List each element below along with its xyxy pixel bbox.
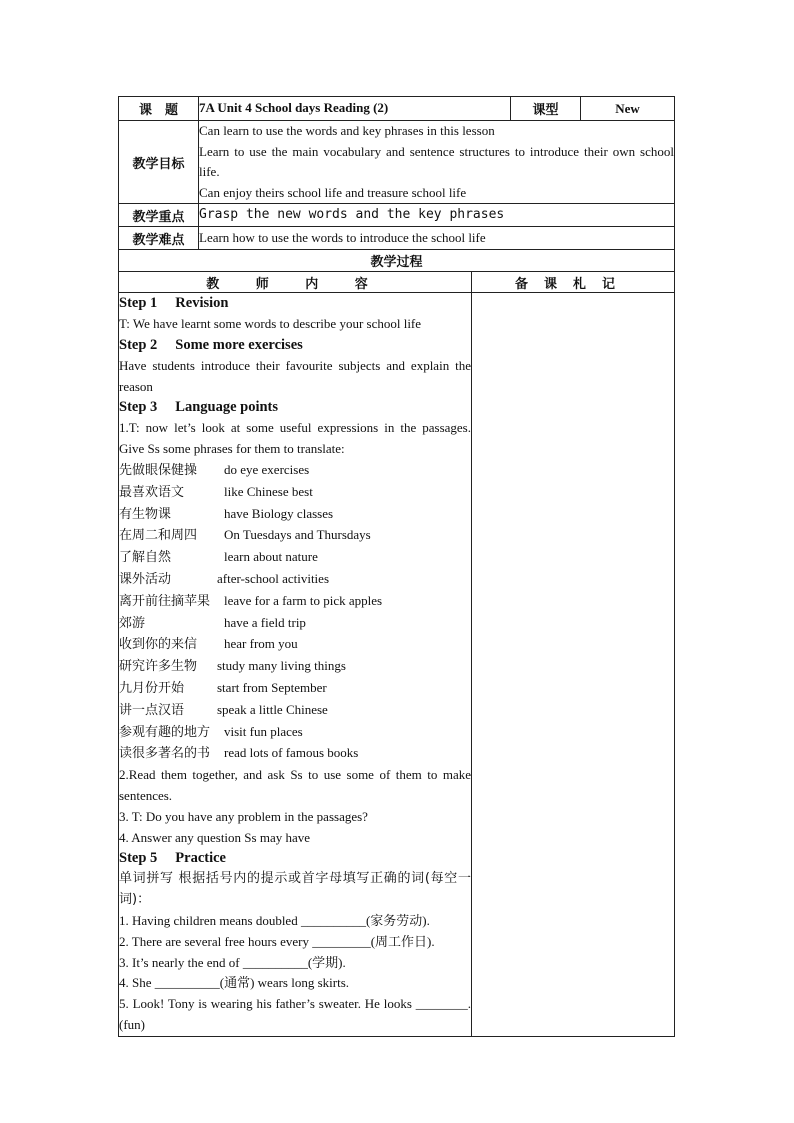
objectives-cell [199,121,675,204]
phrase-list [119,460,471,765]
exercise-item: 1. Having children means doubled __________(家务劳动). [119,912,430,928]
difficulty-value: Learn how to use the words to introduce the school life [199,227,675,250]
phrase-item: 在周二和周四 On Tuesdays and Thursdays [119,527,371,544]
step-1-text: T: We have learnt some words to describe your school life [119,316,422,331]
exercise-item: 4. She __________(通常) wears long skirts. [119,975,350,991]
exercise-item: 3. It’s nearly the end of __________(学期). [119,954,346,970]
step-3-text-4: 4. Answer any question Ss may have [119,829,311,845]
difficulty-label: 教学难点 [119,227,199,250]
phrase-item: 有生物课 have Biology classes [119,505,334,522]
teacher-content [119,293,472,1037]
step-5-intro: 单词拼写 根据括号内的提示或首字母填写正确的词(每空一词)： [119,871,471,908]
objectives-label: 教学目标 [119,121,199,204]
focus-label: 教学重点 [119,204,199,227]
step-3-text-3: 3. T: Do you have any problem in the passages? [119,808,368,824]
objective-1: Can learn to use the words and key phrases in this lesson [199,123,495,138]
lesson-plan-table [118,96,675,1037]
focus-value: Grasp the new words and the key phrases [199,204,675,227]
phrase-item: 郊游 have a field trip [119,614,306,631]
step-3-text-2: 2.Read them together, and ask Ss to use some of them to make sentences. [119,767,471,803]
type-label: 课型 [511,97,581,121]
objective-2: Learn to use the main vocabulary and sentence structures to introduce their own school life. [199,143,674,179]
phrase-item: 课外活动 after-school activities [119,570,329,587]
phrase-item: 九月份开始 start from September [119,679,327,696]
exercise-item: 5. Look! Tony is wearing his father’s sweater. He looks ________. (fun) [119,996,471,1032]
phrase-item: 离开前往摘苹果 leave for a farm to pick apples [119,592,383,609]
step-3-text-1: 1.T: now let’s look at some useful expressions in the passages. Give Ss some phrases for them to translate: [119,420,471,457]
process-title: 教学过程 [119,250,675,272]
step-2-text: Have students introduce their favourite subjects and explain the reason [119,357,471,394]
phrase-item: 最喜欢语文 like Chinese best [119,483,313,500]
topic-label: 课 题 [119,97,199,121]
notes-column-header: 备课札记 [472,272,675,293]
step-2-heading: Step 2 Some more exercises [119,336,303,353]
phrase-item: 收到你的来信 hear from you [119,636,298,653]
exercise-item: 2. There are several free hours every _________(周工作日). [119,933,435,949]
phrase-item: 讲一点汉语 speak a little Chinese [119,701,328,718]
phrase-item: 参观有趣的地方 visit fun places [119,723,303,740]
type-value: New [581,97,675,121]
phrase-item: 读很多著名的书 read lots of famous books [119,745,359,762]
phrase-item: 了解自然 learn about nature [119,549,318,566]
notes-content [472,293,675,1037]
topic-value: 7A Unit 4 School days Reading (2) [199,97,511,121]
teacher-column-header: 教 师 内 容 [119,272,472,293]
phrase-item: 先做眼保健操 do eye exercises [119,461,310,478]
objective-3: Can enjoy theirs school life and treasure school life [199,184,467,200]
step-5-heading: Step 5 Practice [119,850,226,867]
step-1-heading: Step 1 Revision [119,295,229,311]
step-3-heading: Step 3 Language points [119,399,279,416]
phrase-item: 研究许多生物 study many living things [119,658,346,675]
